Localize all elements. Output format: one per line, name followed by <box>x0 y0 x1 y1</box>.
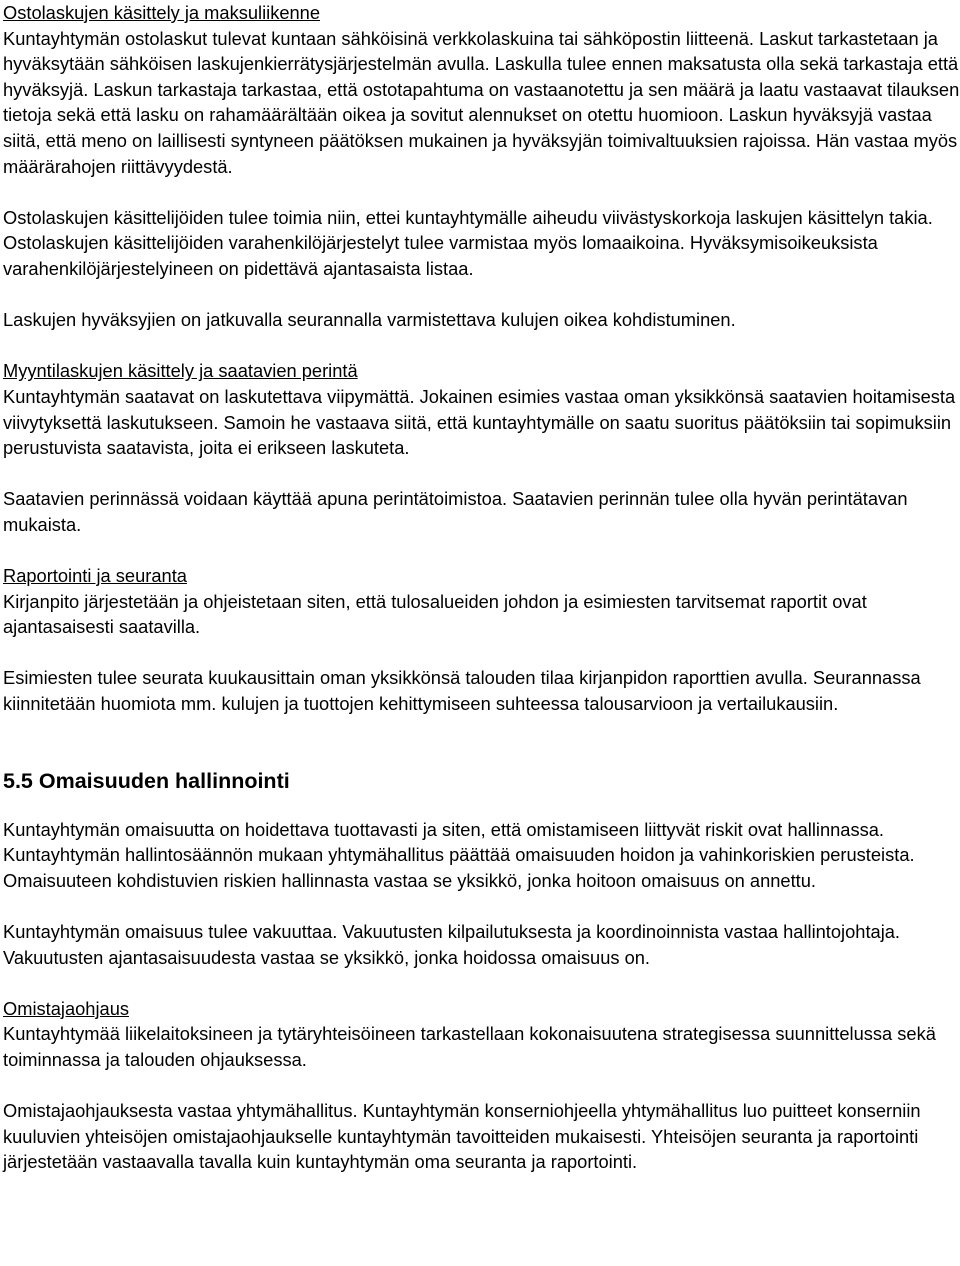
section-heading: Ostolaskujen käsittely ja maksuliikenne <box>3 2 321 23</box>
section-omaisuus <box>3 767 960 971</box>
paragraph: Kuntayhtymän omaisuutta on hoidettava tuottavasti ja siten, että omistamiseen liittyvät riskit ovat hallinnassa. Kuntayhtymän hallintosäännön mukaan yhtymähallitus päättää omaisuuden hoidon ja vahinkoriskien perusteista. Omaisuuteen kohdistuvien riskien hallinnasta vastaa se yksikkö, jonka hoitoon omaisuus on annettu. <box>3 818 915 891</box>
paragraph: Kirjanpito järjestetään ja ohjeistetaan siten, että tulosalueiden johdon ja esimiesten tarvitsemat raportit ovat ajantasaisesti saatavilla. <box>3 590 867 638</box>
main-section-heading: 5.5 Omaisuuden hallinnointi <box>3 768 290 793</box>
paragraph: Ostolaskujen käsittelijöiden tulee toimia niin, ettei kuntayhtymälle aiheudu viivästyskorkoja laskujen käsittelyn takia. Ostolaskujen käsittelijöiden varahenkilöjärjestelyt tulee varmistaa myös lomaaikoina. Hyväksymisoikeuksista varahenkilöjärjestelyineen on pidettävä ajantasaista listaa. <box>3 206 933 279</box>
paragraph: Esimiesten tulee seurata kuukausittain oman yksikkönsä talouden tilaa kirjanpidon raporttien avulla. Seurannassa kiinnitetään huomiota mm. kulujen ja tuottojen kehittymiseen suhteessa talousarvioon ja vertailukausiin. <box>3 667 921 715</box>
paragraph: Omistajaohjauksesta vastaa yhtymähallitus. Kuntayhtymän konserniohjeella yhtymähallitus luo puitteet konserniin kuuluvien yhteisöjen omistajaohjaukselle kuntayhtymän tavoitteiden mukaisesti. Yhteisöjen seuranta ja raportointi järjestetään vastaavalla tavalla kuin kuntayhtymän oma seuranta ja raportointi. <box>3 1100 921 1173</box>
paragraph: Saatavien perinnässä voidaan käyttää apuna perintätoimistoa. Saatavien perinnän tulee olla hyvän perintätavan mukaista. <box>3 488 908 535</box>
paragraph: Kuntayhtymän ostolaskut tulevat kuntaan sähköisinä verkkolaskuina tai sähköpostin liitteenä. Laskut tarkastetaan ja hyväksytään sähköisen laskujenkierrätysjärjestelmän avulla. Laskulla tulee ennen maksatusta olla sekä tarkastaja että hyväksyjä. Laskun tarkastaja tarkastaa, että ostotapahtuma on vastaanotettu ja sen määrä ja laatu vastaavat tilauksen tietoja sekä että lasku on rahamäärältään oikea ja sovitut alennukset on otettu huomioon. Laskun hyväksyjä vastaa siitä, että meno on laillisesti syntyneen päätöksen mukainen ja hyväksyjän toimivaltuuksien rajoissa. Hän vastaa myös määrärahojen riittävyydestä. <box>3 27 960 177</box>
paragraph: Laskujen hyväksyjien on jatkuvalla seurannalla varmistettava kulujen oikea kohdistuminen. <box>3 309 736 331</box>
section-myyntilaskut <box>3 358 960 537</box>
paragraph: Kuntayhtymää liikelaitoksineen ja tytäryhteisöineen tarkastellaan kokonaisuutena strategisessa suunnittelussa sekä toiminnassa ja talouden ohjauksessa. <box>3 1023 936 1070</box>
section-heading: Raportointi ja seuranta <box>3 565 187 587</box>
section-heading: Myyntilaskujen käsittely ja saatavien perintä <box>3 360 358 382</box>
paragraph: Kuntayhtymän omaisuus tulee vakuuttaa. Vakuutusten kilpailutuksesta ja koordinoinnista vastaa hallintojohtaja. Vakuutusten ajantasaisuudesta vastaa se yksikkö, jonka hoidossa omaisuus on. <box>3 921 901 968</box>
section-omistajaohjaus <box>3 996 960 1175</box>
paragraph: Kuntayhtymän saatavat on laskutettava viipymättä. Jokainen esimies vastaa oman yksikkönsä saatavien hoitamisesta viivytyksettä laskutukseen. Samoin he vastaava siitä, että kuntayhtymälle on saatu suoritus päätöksiin tai sopimuksiin perustuvista saatavista, joita ei erikseen laskuteta. <box>3 385 956 459</box>
section-ostolaskut <box>3 0 960 333</box>
section-raportointi <box>3 563 960 717</box>
section-heading: Omistajaohjaus <box>3 997 129 1019</box>
